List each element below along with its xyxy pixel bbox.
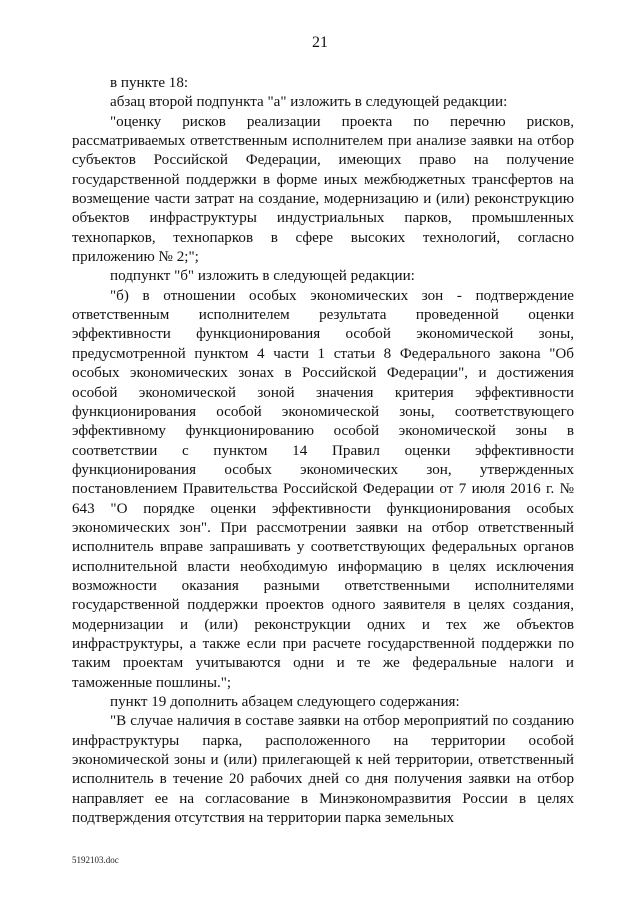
document-body: [72, 74, 574, 828]
page-number: 21: [312, 34, 328, 51]
footer-file-name: 5192103.doc: [72, 855, 119, 865]
paragraph-item-19-intro: пункт 19 дополнить абзацем следующего содержания:: [110, 694, 460, 710]
paragraph-special-economic-zones: "б) в отношении особых экономических зон - подтверждение ответственным исполнителем результата проведенной оценки эффективности функционирования особой экономической зоны, предусмотренной пунктом 4 части 1 статьи 8 Федерального закона "Об особых экономических зонах в Российской Федерации", и достижения особой экономической зоной значения критерия эффективности функционирования особой экономической зоны, соответствующего эффективному функционированию особой экономической зоны в соответствии с пунктом 14 Правил оценки эффективности функционирования особых экономических зон, утвержденных постановлением Правительства Российской Федерации от 7 июля 2016 г. № 643 "О порядке оценки эффективности функционирования особых экономических зон". При рассмотрении заявки на отбор ответственный исполнитель вправе запрашивать у соответствующих федеральных органов исполнительной власти необходимую информацию в целях исключения возможности оказания разными ответственными исполнителями государственной поддержки проектов одного заявителя в целях создания, модернизации и (или) реконструкции одних и тех же объектов инфраструктуры, а также если при расчете государственной поддержки по таким проектам учитываются одни и те же федеральные налоги и таможенные пошлины.";: [72, 287, 574, 691]
paragraph-item-18: в пункте 18:: [110, 75, 189, 91]
paragraph-risk-assessment: "оценку рисков реализации проекта по перечню рисков, рассматриваемых ответственным исполнителем при анализе заявки на отбор субъектов Российской Федерации, имеющих право на получение государственной поддержки в форме иных межбюджетных трансфертов на возмещение части затрат на создание, модернизацию и (или) реконструкцию объектов инфраструктуры индустриальных парков, промышленных технопарков, технопарков в сфере высоких технологий, согласно приложению № 2;";: [72, 113, 574, 266]
paragraph-subitem-a-intro: абзац второй подпункта "а" изложить в следующей редакции:: [110, 94, 508, 111]
paragraph-park-infrastructure: "В случае наличия в составе заявки на отбор мероприятий по созданию инфраструктуры парка, расположенного на территории особой экономической зоны и (или) прилегающей к ней территории, ответственный исполнитель в течение 20 рабочих дней со дня получения заявки на отбор направляет ее на согласование в Минэкономразвития России в целях подтверждения отсутствия на территории парка земельных: [72, 713, 574, 827]
paragraph-subitem-b-intro: подпункт "б" изложить в следующей редакции:: [110, 268, 415, 285]
